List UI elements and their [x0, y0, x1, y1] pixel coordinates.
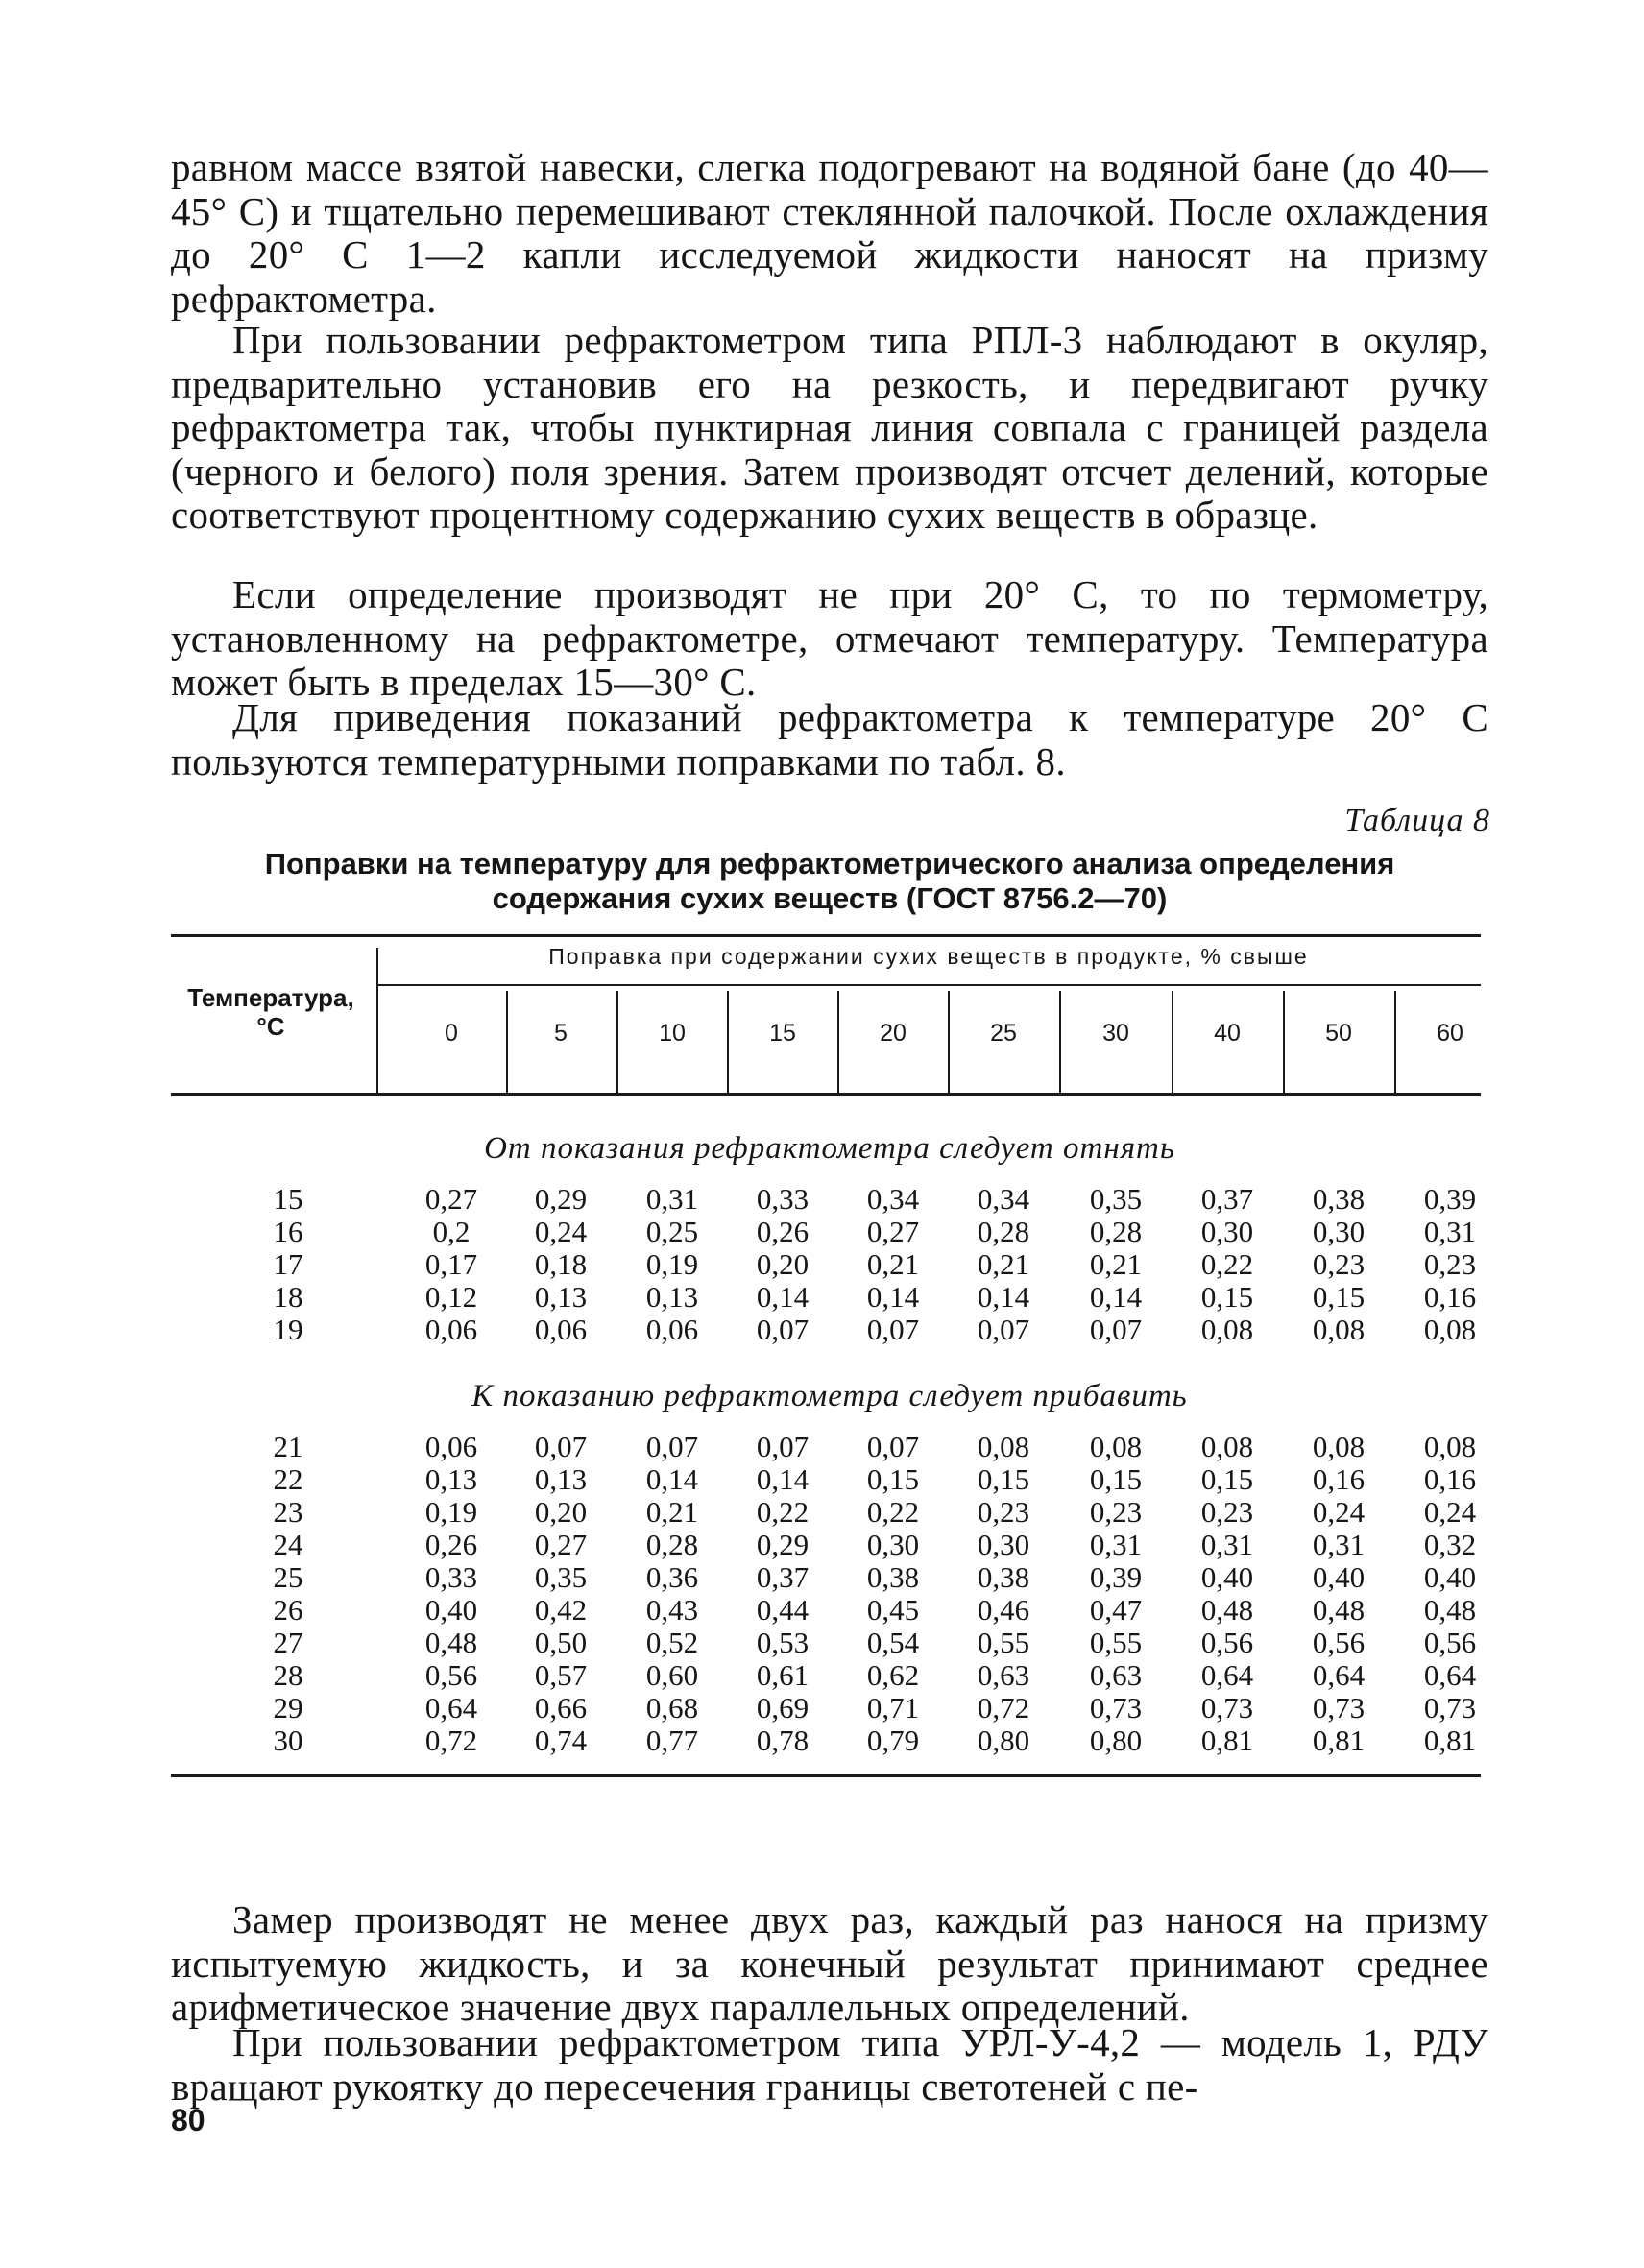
correction-cell: 0,21: [866, 1247, 920, 1281]
correction-cell: 0,06: [424, 1430, 478, 1463]
correction-cell: 0,71: [866, 1691, 920, 1725]
correction-cell: 0,23: [977, 1495, 1030, 1529]
correction-cell: 0,19: [645, 1247, 699, 1281]
column-header: 60: [1437, 1020, 1463, 1047]
correction-cell: 0,08: [1089, 1430, 1143, 1463]
correction-cell: 0,35: [1089, 1182, 1143, 1216]
correction-cell: 0,25: [645, 1215, 699, 1248]
correction-cell: 0,06: [645, 1313, 699, 1346]
correction-cell: 0,38: [1312, 1182, 1366, 1216]
temperature-cell: 19: [273, 1313, 303, 1346]
correction-cell: 0,08: [1200, 1313, 1254, 1346]
correction-cell: 0,14: [866, 1280, 920, 1314]
correction-cell: 0,14: [645, 1462, 699, 1496]
correction-cell: 0,32: [1423, 1528, 1477, 1561]
correction-cell: 0,22: [866, 1495, 920, 1529]
temperature-cell: 22: [273, 1462, 303, 1496]
column-divider-line: [948, 991, 950, 1093]
column-divider-line: [1059, 991, 1061, 1093]
header-text: Температура,: [187, 983, 354, 1012]
correction-cell: 0,72: [977, 1691, 1030, 1725]
paragraph: Замер производят не менее двух раз, каждый раз нанося на призму испытуемую жидкость, и за конечный результат принимают среднее арифметическое значение двух параллельных определений.: [171, 1897, 1488, 2029]
correction-cell: 0,48: [424, 1626, 478, 1659]
table-row: [171, 1627, 1488, 1659]
column-header: 30: [1102, 1020, 1129, 1047]
table-row: [171, 1529, 1488, 1561]
correction-cell: 0,74: [534, 1724, 588, 1757]
correction-cell: 0,78: [756, 1724, 810, 1757]
correction-cell: 0,06: [424, 1313, 478, 1346]
correction-cell: 0,27: [534, 1528, 588, 1561]
correction-cell: 0,63: [1089, 1658, 1143, 1692]
correction-cell: 0,48: [1423, 1593, 1477, 1627]
correction-cell: 0,22: [756, 1495, 810, 1529]
table-top-rule: [171, 934, 1481, 937]
temperature-cell: 21: [273, 1430, 303, 1463]
correction-cell: 0,56: [1312, 1626, 1366, 1659]
correction-cell: 0,15: [1200, 1462, 1254, 1496]
correction-cell: 0,15: [866, 1462, 920, 1496]
correction-cell: 0,29: [756, 1528, 810, 1561]
correction-cell: 0,40: [424, 1593, 478, 1627]
correction-cell: 0,46: [977, 1593, 1030, 1627]
correction-cell: 0,77: [645, 1724, 699, 1757]
correction-cell: 0,30: [1312, 1215, 1366, 1248]
table-row: [171, 1431, 1488, 1463]
correction-cell: 0,61: [756, 1658, 810, 1692]
correction-cell: 0,48: [1200, 1593, 1254, 1627]
correction-cell: 0,73: [1200, 1691, 1254, 1725]
correction-cell: 0,28: [1089, 1215, 1143, 1248]
temperature-cell: 30: [273, 1724, 303, 1757]
section-add-label: К показанию рефрактометра следует прибавить: [471, 1379, 1188, 1413]
correction-cell: 0,07: [756, 1313, 810, 1346]
correction-cell: 0,79: [866, 1724, 920, 1757]
correction-cell: 0,07: [977, 1313, 1030, 1346]
table-header-rule: [171, 1093, 1481, 1096]
correction-cell: 0,16: [1423, 1462, 1477, 1496]
correction-cell: 0,29: [534, 1182, 588, 1216]
correction-cell: 0,36: [645, 1560, 699, 1594]
correction-cell: 0,38: [977, 1560, 1030, 1594]
column-header: 40: [1214, 1020, 1241, 1047]
correction-cell: 0,2: [432, 1215, 471, 1248]
correction-cell: 0,16: [1312, 1462, 1366, 1496]
correction-cell: 0,21: [977, 1247, 1030, 1281]
correction-cell: 0,47: [1089, 1593, 1143, 1627]
column-divider-line: [616, 991, 618, 1093]
correction-cell: 0,63: [977, 1658, 1030, 1692]
correction-cell: 0,81: [1200, 1724, 1254, 1757]
correction-cell: 0,17: [424, 1247, 478, 1281]
correction-cell: 0,07: [645, 1430, 699, 1463]
correction-cell: 0,12: [424, 1280, 478, 1314]
correction-cell: 0,55: [1089, 1626, 1143, 1659]
paragraph: равном массе взятой навески, слегка подогревают на водяной бане (до 40—45° С) и тщательно перемешивают стеклянной палочкой. После охлаждения до 20° С 1—2 капли исследуемой жидкости наносят на призму рефрактометра.: [171, 145, 1488, 321]
column-divider-line: [376, 948, 378, 1093]
table-row: [171, 1314, 1488, 1346]
correction-cell: 0,07: [866, 1430, 920, 1463]
table-row: [171, 1692, 1488, 1725]
column-header: 20: [880, 1020, 907, 1047]
correction-cell: 0,56: [1200, 1626, 1254, 1659]
correction-cell: 0,72: [424, 1724, 478, 1757]
correction-cell: 0,23: [1089, 1495, 1143, 1529]
correction-cell: 0,15: [1312, 1280, 1366, 1314]
correction-cell: 0,18: [534, 1247, 588, 1281]
column-divider-line: [1394, 991, 1396, 1093]
correction-group-header: Поправка при содержании сухих веществ в продукте, % свыше: [548, 944, 1309, 969]
table-row: [171, 1496, 1488, 1529]
correction-cell: 0,37: [1200, 1182, 1254, 1216]
correction-cell: 0,08: [1423, 1430, 1477, 1463]
correction-cell: 0,54: [866, 1626, 920, 1659]
table-row: [171, 1725, 1488, 1757]
correction-cell: 0,56: [424, 1658, 478, 1692]
temperature-cell: 24: [273, 1528, 303, 1561]
temperature-column-header: [165, 983, 376, 1041]
correction-cell: 0,52: [645, 1626, 699, 1659]
correction-cell: 0,14: [756, 1462, 810, 1496]
correction-cell: 0,73: [1423, 1691, 1477, 1725]
correction-cell: 0,40: [1312, 1560, 1366, 1594]
column-divider-line: [506, 991, 508, 1093]
correction-cell: 0,62: [866, 1658, 920, 1692]
correction-cell: 0,39: [1423, 1182, 1477, 1216]
correction-cell: 0,43: [645, 1593, 699, 1627]
correction-cell: 0,40: [1423, 1560, 1477, 1594]
correction-cell: 0,14: [756, 1280, 810, 1314]
correction-cell: 0,64: [1200, 1658, 1254, 1692]
correction-cell: 0,33: [424, 1560, 478, 1594]
correction-cell: 0,14: [977, 1280, 1030, 1314]
table-row: [171, 1248, 1488, 1281]
correction-cell: 0,13: [534, 1462, 588, 1496]
correction-cell: 0,14: [1089, 1280, 1143, 1314]
correction-cell: 0,20: [756, 1247, 810, 1281]
correction-cell: 0,19: [424, 1495, 478, 1529]
correction-cell: 0,39: [1089, 1560, 1143, 1594]
correction-cell: 0,30: [866, 1528, 920, 1561]
table-title-line: Поправки на температуру для рефрактометрического анализа определения: [264, 847, 1395, 881]
correction-cell: 0,64: [1423, 1658, 1477, 1692]
correction-cell: 0,13: [534, 1280, 588, 1314]
page-number: 80: [171, 2103, 206, 2137]
column-header: 50: [1325, 1020, 1352, 1047]
correction-cell: 0,50: [534, 1626, 588, 1659]
temperature-cell: 17: [273, 1247, 303, 1281]
correction-cell: 0,31: [1200, 1528, 1254, 1561]
table-header-divider: [376, 984, 1481, 986]
correction-cell: 0,31: [1423, 1215, 1477, 1248]
correction-cell: 0,45: [866, 1593, 920, 1627]
correction-cell: 0,38: [866, 1560, 920, 1594]
temperature-cell: 15: [273, 1182, 303, 1216]
correction-cell: 0,81: [1423, 1724, 1477, 1757]
correction-cell: 0,48: [1312, 1593, 1366, 1627]
correction-cell: 0,24: [1423, 1495, 1477, 1529]
correction-cell: 0,30: [977, 1528, 1030, 1561]
correction-cell: 0,16: [1423, 1280, 1477, 1314]
column-header: 5: [554, 1020, 568, 1047]
correction-cell: 0,27: [424, 1182, 478, 1216]
column-divider-line: [1172, 991, 1173, 1093]
correction-cell: 0,31: [1089, 1528, 1143, 1561]
correction-cell: 0,66: [534, 1691, 588, 1725]
correction-cell: 0,13: [424, 1462, 478, 1496]
correction-cell: 0,30: [1200, 1215, 1254, 1248]
paragraph: Для приведения показаний рефрактометра к температуре 20° С пользуются температурными поправками по табл. 8.: [171, 695, 1488, 784]
temperature-cell: 25: [273, 1560, 303, 1594]
correction-cell: 0,08: [1312, 1313, 1366, 1346]
correction-cell: 0,20: [534, 1495, 588, 1529]
column-divider-line: [837, 991, 839, 1093]
correction-cell: 0,68: [645, 1691, 699, 1725]
correction-cell: 0,40: [1200, 1560, 1254, 1594]
correction-cell: 0,57: [534, 1658, 588, 1692]
correction-cell: 0,07: [866, 1313, 920, 1346]
correction-cell: 0,28: [645, 1528, 699, 1561]
column-header: 25: [990, 1020, 1017, 1047]
correction-cell: 0,31: [645, 1182, 699, 1216]
table-row: [171, 1659, 1488, 1692]
correction-cell: 0,69: [756, 1691, 810, 1725]
correction-cell: 0,15: [1200, 1280, 1254, 1314]
correction-cell: 0,44: [756, 1593, 810, 1627]
correction-cell: 0,08: [1312, 1430, 1366, 1463]
table-row: [171, 1561, 1488, 1594]
temperature-cell: 18: [273, 1280, 303, 1314]
correction-cell: 0,55: [977, 1626, 1030, 1659]
correction-cell: 0,31: [1312, 1528, 1366, 1561]
temperature-cell: 16: [273, 1215, 303, 1248]
correction-cell: 0,42: [534, 1593, 588, 1627]
correction-cell: 0,80: [977, 1724, 1030, 1757]
correction-cell: 0,23: [1312, 1247, 1366, 1281]
correction-cell: 0,80: [1089, 1724, 1143, 1757]
correction-cell: 0,64: [424, 1691, 478, 1725]
table-row: [171, 1216, 1488, 1248]
correction-cell: 0,37: [756, 1560, 810, 1594]
correction-cell: 0,81: [1312, 1724, 1366, 1757]
correction-cell: 0,34: [866, 1182, 920, 1216]
correction-cell: 0,24: [534, 1215, 588, 1248]
correction-cell: 0,07: [1089, 1313, 1143, 1346]
correction-cell: 0,24: [1312, 1495, 1366, 1529]
paragraph: При пользовании рефрактометром типа УРЛ-У-4,2 — модель 1, РДУ вращают рукоятку до пересечения границы светотеней с пе-: [171, 2020, 1488, 2109]
correction-cell: 0,08: [1423, 1313, 1477, 1346]
correction-cell: 0,35: [534, 1560, 588, 1594]
temperature-cell: 28: [273, 1658, 303, 1692]
temperature-cell: 26: [273, 1593, 303, 1627]
column-header: 0: [445, 1020, 458, 1047]
table-row: [171, 1281, 1488, 1314]
table-number: Таблица 8: [1344, 803, 1490, 838]
header-text: °С: [256, 1012, 285, 1041]
correction-cell: 0,28: [977, 1215, 1030, 1248]
correction-cell: 0,64: [1312, 1658, 1366, 1692]
correction-cell: 0,27: [866, 1215, 920, 1248]
paragraph: При пользовании рефрактометром типа РПЛ-3 наблюдают в окуляр, предварительно установив его на резкость, и передвигают ручку рефрактометра так, чтобы пунктирная линия совпала с границей раздела (черного и белого) поля зрения. Затем производят отсчет делений, которые соответствуют процентному содержанию сухих веществ в образце.: [171, 318, 1488, 537]
correction-cell: 0,07: [756, 1430, 810, 1463]
correction-cell: 0,73: [1312, 1691, 1366, 1725]
column-divider-line: [1283, 991, 1285, 1093]
correction-cell: 0,53: [756, 1626, 810, 1659]
correction-cell: 0,22: [1200, 1247, 1254, 1281]
correction-cell: 0,08: [1200, 1430, 1254, 1463]
correction-cell: 0,21: [1089, 1247, 1143, 1281]
temperature-cell: 29: [273, 1691, 303, 1725]
correction-cell: 0,13: [645, 1280, 699, 1314]
correction-cell: 0,23: [1423, 1247, 1477, 1281]
correction-cell: 0,07: [534, 1430, 588, 1463]
correction-cell: 0,34: [977, 1182, 1030, 1216]
correction-cell: 0,15: [1089, 1462, 1143, 1496]
correction-cell: 0,33: [756, 1182, 810, 1216]
column-divider-line: [727, 991, 729, 1093]
table-row: [171, 1183, 1488, 1216]
column-header: 15: [769, 1020, 796, 1047]
table-title-line: содержания сухих веществ (ГОСТ 8756.2—70): [492, 881, 1168, 915]
correction-cell: 0,56: [1423, 1626, 1477, 1659]
correction-cell: 0,23: [1200, 1495, 1254, 1529]
temperature-cell: 23: [273, 1495, 303, 1529]
correction-cell: 0,08: [977, 1430, 1030, 1463]
correction-cell: 0,73: [1089, 1691, 1143, 1725]
table-row: [171, 1463, 1488, 1496]
table-row: [171, 1594, 1488, 1627]
correction-cell: 0,26: [424, 1528, 478, 1561]
correction-cell: 0,15: [977, 1462, 1030, 1496]
table-bottom-rule: [171, 1774, 1481, 1777]
correction-cell: 0,21: [645, 1495, 699, 1529]
section-subtract-label: От показания рефрактометра следует отнять: [484, 1131, 1175, 1166]
column-header: 10: [659, 1020, 686, 1047]
correction-cell: 0,60: [645, 1658, 699, 1692]
temperature-cell: 27: [273, 1626, 303, 1659]
correction-cell: 0,26: [756, 1215, 810, 1248]
paragraph: Если определение производят не при 20° С, то по термометру, установленному на рефрактометре, отмечают температуру. Температура может быть в пределах 15—30° С.: [171, 572, 1488, 704]
table-title: [171, 847, 1488, 916]
correction-cell: 0,06: [534, 1313, 588, 1346]
